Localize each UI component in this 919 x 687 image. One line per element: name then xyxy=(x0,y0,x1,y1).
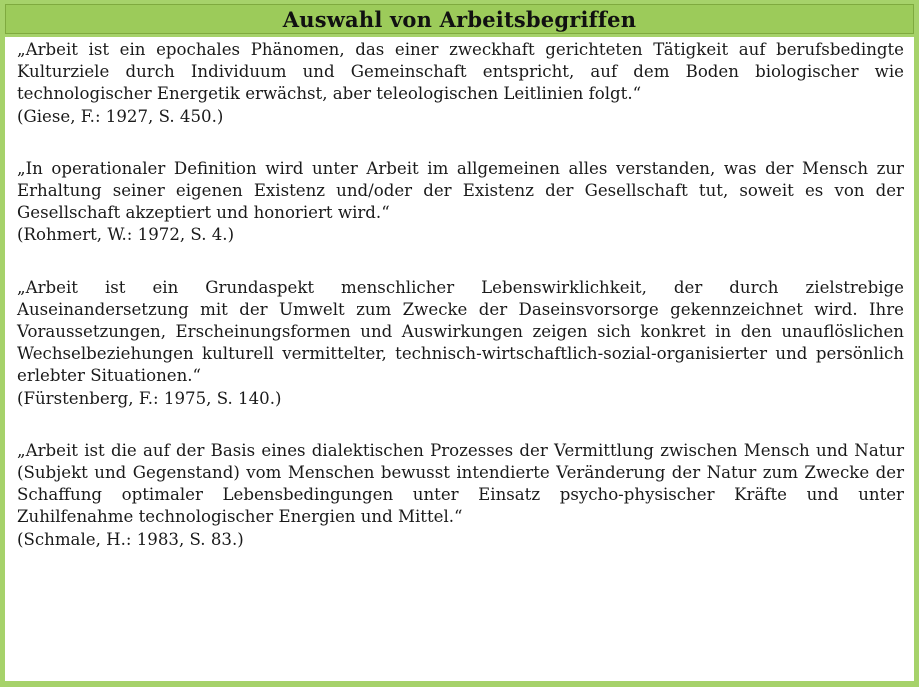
definition-entry-fuerstenberg xyxy=(17,277,904,410)
definition-source: (Rohmert, W.: 1972, S. 4.) xyxy=(17,225,235,245)
definitions-list xyxy=(5,37,914,681)
definition-source: (Fürstenberg, F.: 1975, S. 140.) xyxy=(17,388,282,408)
definition-entry-schmale xyxy=(17,440,904,551)
box-title: Auswahl von Arbeitsbegriffen xyxy=(282,6,637,32)
definition-quote: „In operationaler Definition wird unter Arbeit im allgemeinen alles verstanden, was der Mensch zur Erhaltung seiner eigenen Existenz und/oder der Existenz der Gesellschaft tut, soweit es von der Gesellschaft akzeptiert und honoriert wird.“ xyxy=(17,158,904,223)
definition-quote: „Arbeit ist die auf der Basis eines dialektischen Prozesses der Vermittlung zwischen Mensch und Natur (Subjekt und Gegenstand) vom Menschen bewusst intendierte Veränderung der Natur zum Zwecke der Schaffung optimaler Lebensbedingungen unter Einsatz psycho-physischer Kräfte und unter Zuhilfenahme technologischer Energien und Mittel.“ xyxy=(17,440,904,527)
definition-entry-giese xyxy=(17,39,904,128)
definition-source: (Schmale, H.: 1983, S. 83.) xyxy=(17,529,244,549)
definition-quote: „Arbeit ist ein epochales Phänomen, das einer zweckhaft gerichteten Tätigkeit auf berufsbedingte Kulturziele durch Individuum und Gemeinschaft entspricht, auf dem Boden biologischer wie technologischer Energetik erwächst, aber teleologischen Leitlinien folgt.“ xyxy=(17,40,904,104)
definition-entry-rohmert xyxy=(17,158,904,247)
definition-source: (Giese, F.: 1927, S. 450.) xyxy=(17,106,224,126)
title-bar xyxy=(5,4,914,34)
definition-quote: „Arbeit ist ein Grundaspekt menschlicher Lebenswirklichkeit, der durch zielstrebige Auseinandersetzung mit der Umwelt zum Zwecke der Daseinsvorsorge gekennzeichnet wird. Ihre Voraussetzungen, Erscheinungsformen und Auswirkungen zeigen sich konkret in den unauflöslichen Wechselbeziehungen kulturell vermittelter, technisch-wirtschaftlich-sozial-organisierter und persönlich erlebter Situationen.“ xyxy=(17,277,904,386)
